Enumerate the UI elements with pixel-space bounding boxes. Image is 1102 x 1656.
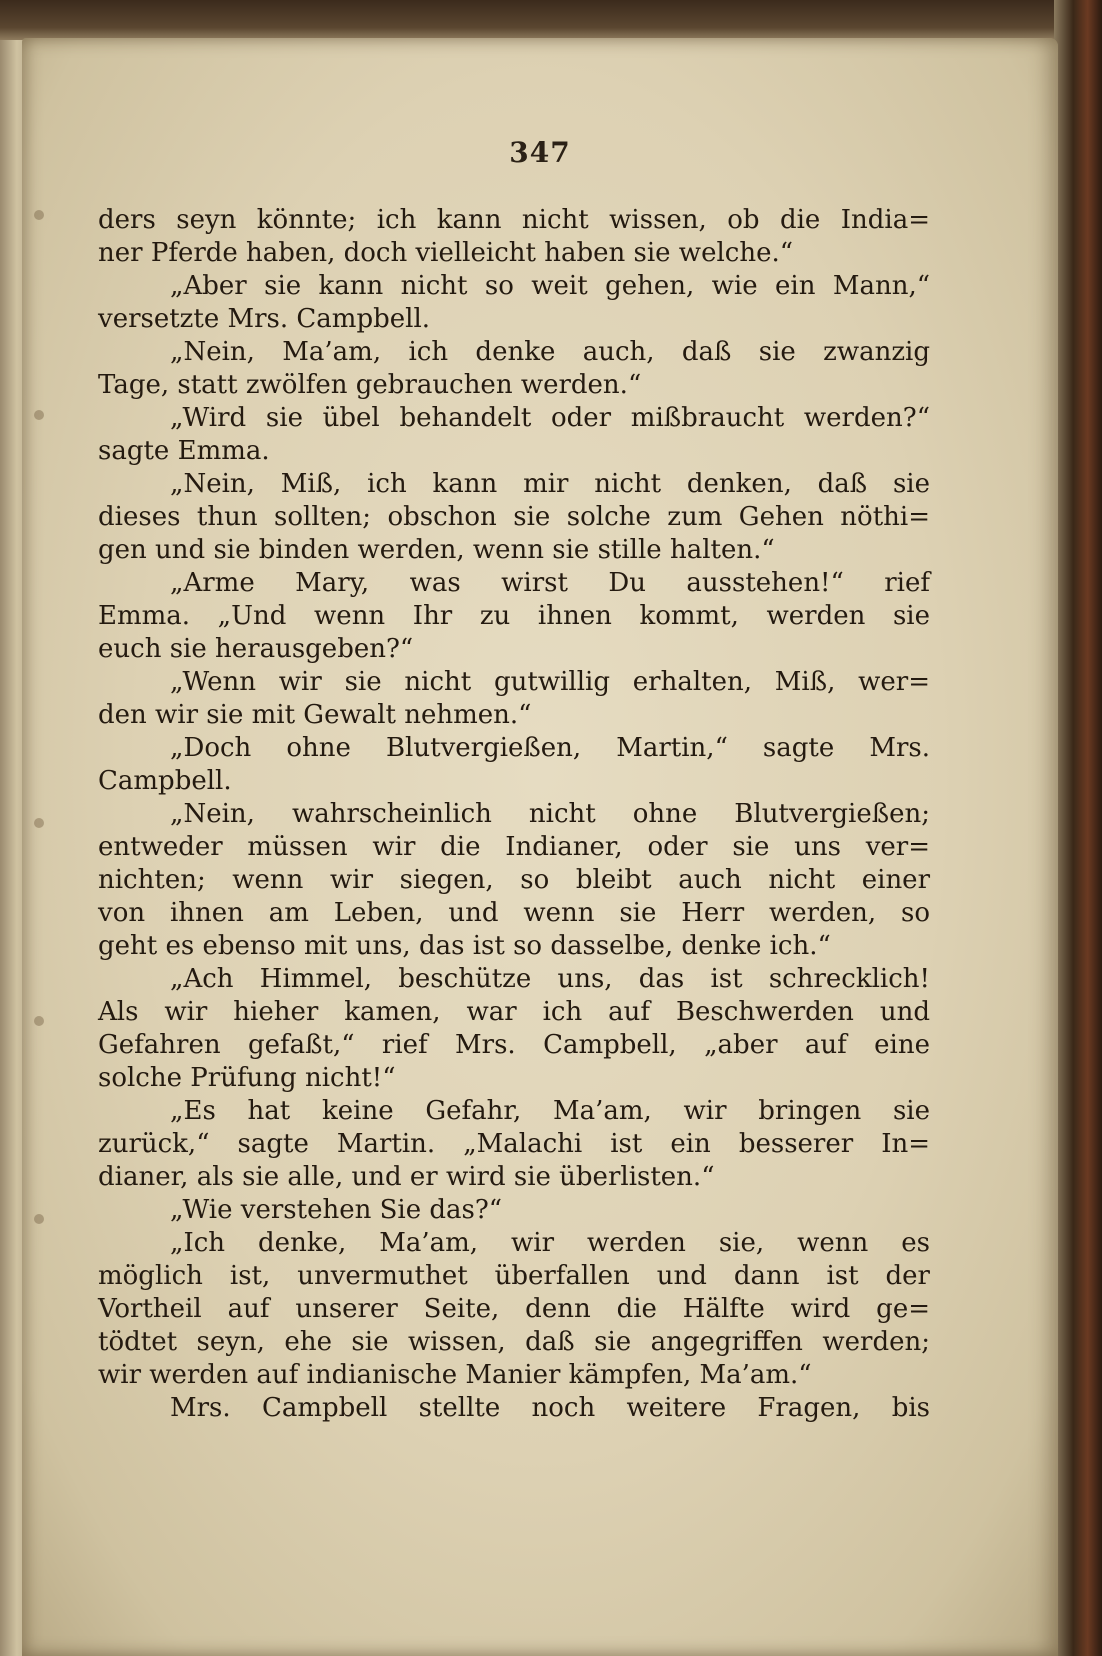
text-line: Emma. „Und wenn Ihr zu ihnen kommt, werden sie <box>98 601 930 631</box>
text-line: nichten; wenn wir siegen, so bleibt auch nicht einer <box>98 865 930 895</box>
body-text <box>98 204 930 1425</box>
text-line: „Doch ohne Blutvergießen, Martin,“ sagte Mrs. <box>170 733 930 763</box>
book-page <box>22 38 1058 1656</box>
text-line: Mrs. Campbell stellte noch weitere Fragen, bis <box>170 1393 930 1423</box>
gutter-mark <box>34 1214 44 1224</box>
text-line: dianer, als sie alle, und er wird sie überlisten.“ <box>98 1162 715 1192</box>
text-line: geht es ebenso mit uns, das ist so dasselbe, denke ich.“ <box>98 931 831 961</box>
text-line: ner Pferde haben, doch vielleicht haben sie welche.“ <box>98 238 794 268</box>
text-line: dieses thun sollten; obschon sie solche zum Gehen nöthi= <box>98 502 930 532</box>
text-line: Gefahren gefaßt,“ rief Mrs. Campbell, „aber auf eine <box>98 1030 930 1060</box>
text-line: euch sie herausgeben?“ <box>98 634 414 664</box>
text-line: tödtet seyn, ehe sie wissen, daß sie angegriffen werden; <box>98 1327 930 1357</box>
text-line: gen und sie binden werden, wenn sie stille halten.“ <box>98 535 775 565</box>
text-line: „Arme Mary, was wirst Du ausstehen!“ rief <box>170 568 930 598</box>
text-line: „Aber sie kann nicht so weit gehen, wie ein Mann,“ <box>170 271 930 301</box>
text-line: entweder müssen wir die Indianer, oder sie uns ver= <box>98 832 930 862</box>
text-line: „Wenn wir sie nicht gutwillig erhalten, Miß, wer= <box>170 667 930 697</box>
page-number: 347 <box>509 136 571 169</box>
gutter-mark <box>34 1016 44 1026</box>
text-line: Campbell. <box>98 766 232 796</box>
text-line: Vortheil auf unserer Seite, denn die Hälfte wird ge= <box>98 1294 930 1324</box>
text-line: ders seyn könnte; ich kann nicht wissen, ob die India= <box>98 205 930 235</box>
text-line: „Es hat keine Gefahr, Ma’am, wir bringen sie <box>170 1096 930 1126</box>
text-line: solche Prüfung nicht!“ <box>98 1063 396 1093</box>
text-line: Tage, statt zwölfen gebrauchen werden.“ <box>98 370 642 400</box>
gutter-mark <box>34 210 44 220</box>
text-line: zurück,“ sagte Martin. „Malachi ist ein besserer In= <box>98 1129 930 1159</box>
text-line: „Ach Himmel, beschütze uns, das ist schrecklich! <box>170 964 930 994</box>
text-line: „Ich denke, Ma’am, wir werden sie, wenn es <box>170 1228 930 1258</box>
text-line: möglich ist, unvermuthet überfallen und dann ist der <box>98 1261 930 1291</box>
text-line: „Wird sie übel behandelt oder mißbraucht werden?“ <box>170 403 930 433</box>
gutter-mark <box>34 410 44 420</box>
text-line: von ihnen am Leben, und wenn sie Herr werden, so <box>98 898 930 928</box>
text-line: Als wir hieher kamen, war ich auf Beschwerden und <box>98 997 930 1027</box>
text-line: den wir sie mit Gewalt nehmen.“ <box>98 700 532 730</box>
text-line: versetzte Mrs. Campbell. <box>98 304 431 334</box>
text-line: „Nein, wahrscheinlich nicht ohne Blutvergießen; <box>170 799 930 829</box>
text-line: sagte Emma. <box>98 436 270 466</box>
gutter-mark <box>34 818 44 828</box>
text-line: „Nein, Miß, ich kann mir nicht denken, daß sie <box>170 469 930 499</box>
book-right-edge <box>1054 0 1102 1656</box>
text-line: wir werden auf indianische Manier kämpfen, Ma’am.“ <box>98 1360 812 1390</box>
text-line: „Nein, Ma’am, ich denke auch, daß sie zwanzig <box>170 337 930 367</box>
gutter-stitch-marks <box>30 38 50 1656</box>
text-line: „Wie verstehen Sie das?“ <box>170 1195 503 1225</box>
